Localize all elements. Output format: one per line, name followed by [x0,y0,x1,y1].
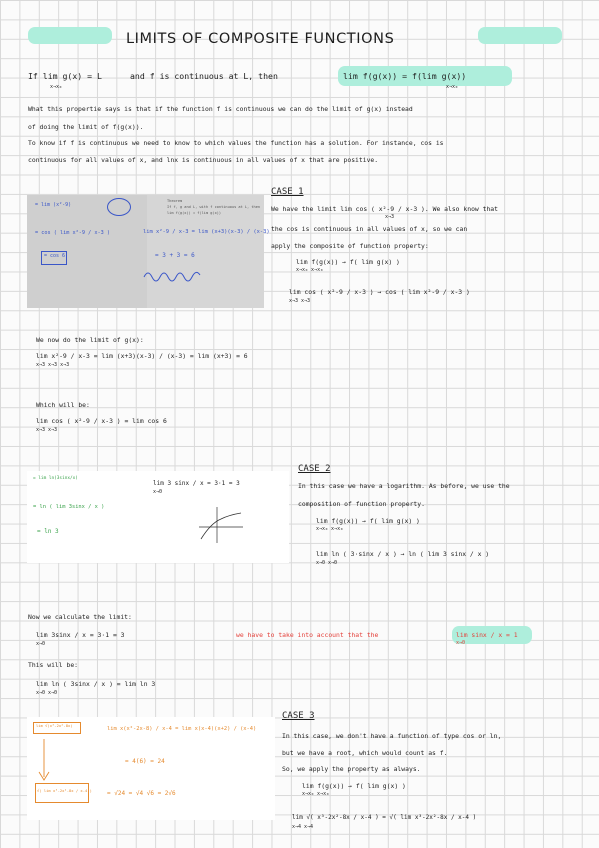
case2-property-2: lim ln ( 3·sinx / x ) → ln ( lim 3 sinx / x ) [316,550,490,558]
case1-property-1: lim f(g(x)) → f( lim g(x) ) [296,258,400,266]
case3-img-step-a: lim x(x²-2x-8) / x-4 = lim x(x-4)(x+2) / (x-4) [107,726,257,732]
case3-img-step-d: = √24 = √4 √6 = 2√6 [107,790,176,797]
case1-property-1-sub: x→x₀ x→x₀ [296,267,324,273]
case2-img-step-a: = lim ln(3sinx/x) [33,476,78,481]
case3-line-3: So, we apply the property as always. [282,765,421,773]
case3-img-root-box [35,783,89,803]
title-highlight-right [478,27,562,44]
case1-final: lim cos ( x²-9 / x-3 ) = lim cos 6 [36,417,167,425]
case2-img-step-c: = ln 3 [37,528,59,535]
case3-img-step-e: lim √(x³-2x²-8x) [36,723,73,728]
title-highlight-left [28,27,112,44]
case3-property-2: lim √( x³-2x²-8x / x-4 ) = √( lim x³-2x²-8x / x-4 ) [292,814,477,821]
intro-and-text: and f is continuous at L, then [130,71,278,81]
case2-property-2-sub: x→0 x→0 [316,560,338,566]
case1-img-step-b: = cos ( lim x²-9 / x-3 ) [35,230,110,236]
case1-calc-intro: We now do the limit of g(x): [36,336,144,344]
case2-worked-image [27,471,289,563]
case3-heading: CASE 3 [282,711,315,721]
intro-if-sub: x→x₀ [50,84,63,90]
case1-img-circle [107,198,131,216]
case1-worked-image [27,195,270,308]
case2-calc-intro: Now we calculate the limit: [28,613,132,621]
case1-img-step-a: = lim (x²-9) [35,202,72,208]
case1-line-1: We have the limit lim cos ( x²-9 / x-3 ). We also know that [271,205,499,213]
case3-img-step-c: √( lim x³-2x²-8x / x-4 ) [37,788,92,793]
case1-img-theorem-2: If f, g and L, with f continuous at L, then [167,205,261,209]
intro-line-4: continuous for all values of x, and lnx is continuous in all values of x that are positive. [28,156,379,164]
case3-property-1-sub: x→x₀ x→x₀ [302,791,330,797]
case1-img-theorem-3: lim f(g(x)) = f(lim g(x)) [167,211,222,215]
case1-which: Which will be: [36,401,90,409]
case2-property-1: lim f(g(x)) → f( lim g(x) ) [316,517,420,525]
case3-img-arrow [37,737,51,783]
case1-img-theorem: Theorem [167,199,183,203]
case3-line-2: but we have a root, which would count as f. [282,749,448,757]
case1-line-1-sub: x→3 [385,214,395,220]
intro-line-2: of doing the limit of f(g(x)). [28,123,144,131]
page-title: LIMITS OF COMPOSITE FUNCTIONS [126,31,395,47]
case1-property-2: lim cos ( x²-9 / x-3 ) → cos ( lim x²-9 / x-3 ) [289,288,470,296]
case2-line-2: composition of function property. [298,500,425,508]
case1-line-3: apply the composite of function property: [271,242,429,250]
intro-line-3: To know if f is continuous we need to know to which values the function has a solution. For instance, cos is [28,139,444,147]
case2-final: lim ln ( 3sinx / x ) = lim ln 3 [36,680,156,688]
case1-calc-sub: x→3 x→3 x→3 [36,362,70,368]
case2-final-sub: x→0 x→0 [36,690,58,696]
case1-img-step-e: = 3 + 3 = 6 [155,252,195,259]
case2-note: we have to take into account that the [236,631,379,639]
case1-property-2-sub: x→3 x→3 [289,298,311,304]
intro-if-lim: If lim g(x) = L [28,71,102,81]
case1-img-scribble [142,267,202,285]
intro-result-sub: x→x₀ [446,84,459,90]
case2-img-step-d: lim 3 sinx / x = 3·1 = 3 [153,480,240,487]
case1-img-step-d: lim x²-9 / x-3 = lim (x+3)(x-3) / (x-3) [143,229,270,235]
case2-calc-sub: x→0 [36,641,46,647]
case2-heading: CASE 2 [298,464,331,474]
case2-calc: lim 3sinx / x = 3·1 = 3 [36,631,125,639]
case2-img-step-e: x→0 [153,489,163,495]
case2-will: This will be: [28,661,79,669]
case1-calc: lim x²-9 / x-3 = lim (x+3)(x-3) / (x-3) = lim (x+3) = 6 [36,352,248,360]
case1-final-sub: x→3 x→3 [36,427,58,433]
case2-note-sub: x→0 [456,640,466,646]
case1-img-step-c: = cos 6 [44,253,66,259]
case3-worked-image [27,717,275,820]
case3-property-1: lim f(g(x)) → f( lim g(x) ) [302,782,406,790]
case1-line-2: the cos is continuous in all values of x, so we can [271,225,468,233]
case3-line-1: In this case, we don't have a function of type cos or ln, [282,732,502,740]
case2-line-1: In this case we have a logarithm. As before, we use the [298,482,510,490]
case2-img-graph [195,505,245,545]
intro-result: lim f(g(x)) = f(lim g(x)) [343,71,467,81]
case2-note-highlight-text: lim sinx / x = 1 [456,631,518,639]
case1-heading: CASE 1 [271,187,304,197]
case3-img-step-b: = 4(6) = 24 [125,758,165,765]
case2-property-1-sub: x→x₀ x→x₀ [316,526,344,532]
case2-img-step-b: = ln ( lim 3sinx / x ) [33,504,105,510]
intro-line-1: What this propertie says is that if the function f is continuous we can do the limit of g(x) instead [28,105,413,113]
case3-property-2-sub: x→4 x→4 [292,824,314,830]
